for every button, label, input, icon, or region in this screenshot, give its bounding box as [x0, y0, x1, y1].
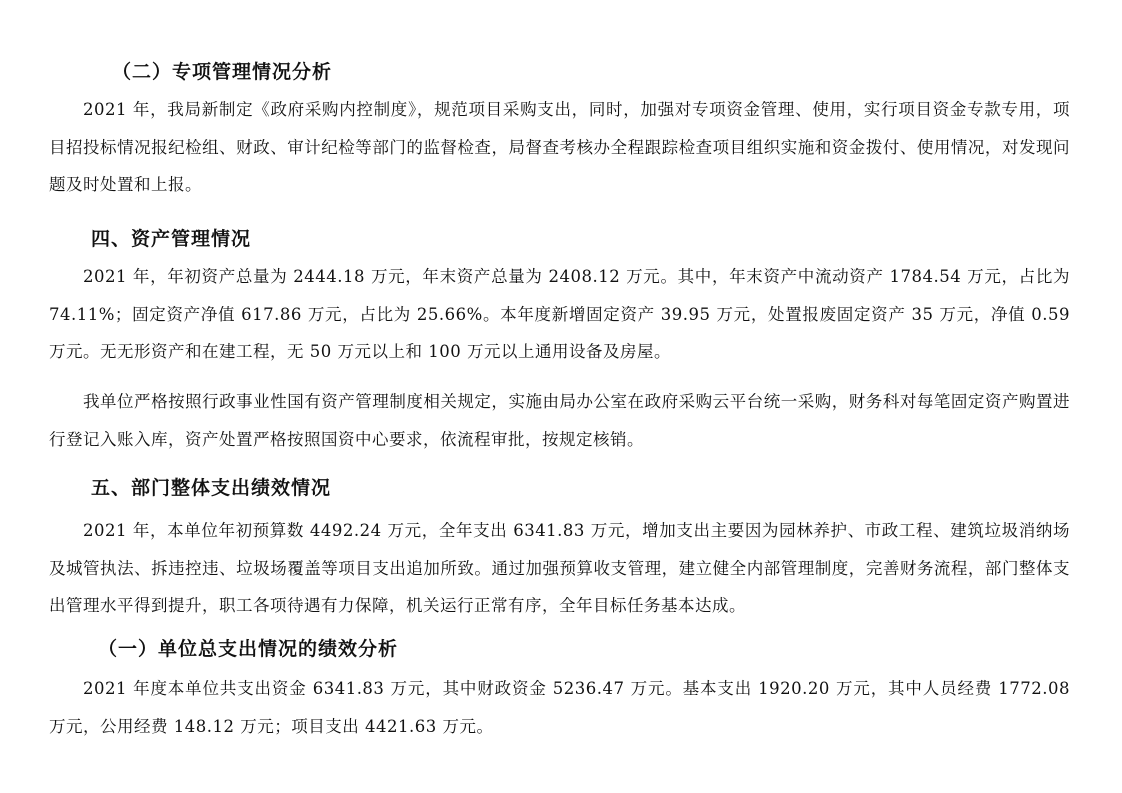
paragraph-overall-performance: 2021 年，本单位年初预算数 4492.24 万元，全年支出 6341.83 万元，增加支出主要因为园林养护、市政工程、建筑垃圾消纳场及城管执法、拆违控违、垃圾场覆盖等项目支出追加所致。通过加强预算收支管理，建立健全内部管理制度，完善财务流程，部门整体支出管理水平得到提升，职工各项待遇有力保障，机关运行正常有序，全年目标任务基本达成。 [49, 521, 1070, 615]
section-heading-asset-management: 四、资产管理情况 [91, 228, 252, 250]
section-heading-overall-performance: 五、部门整体支出绩效情况 [91, 477, 332, 499]
paragraph-total-expense: 2021 年度本单位共支出资金 6341.83 万元，其中财政资金 5236.47 万元。基本支出 1920.20 万元，其中人员经费 1772.08 万元，公用经费 148.12 万元；项目支出 4421.63 万元。 [49, 679, 1070, 736]
section-heading-total-expense-analysis: （一）单位总支出情况的绩效分析 [98, 638, 399, 660]
paragraph-special-management: 2021 年，我局新制定《政府采购内控制度》，规范项目采购支出，同时，加强对专项资金管理、使用，实行项目资金专款专用，项目招投标情况报纪检组、财政、审计纪检等部门的监督检查，局督查考核办全程跟踪检查项目组织实施和资金拨付、使用情况，对发现问题及时处置和上报。 [49, 100, 1070, 194]
paragraph-asset-totals: 2021 年，年初资产总量为 2444.18 万元，年末资产总量为 2408.12 万元。其中，年末资产中流动资产 1784.54 万元，占比为 74.11%；固定资产净值 617.86 万元，占比为 25.66%。本年度新增固定资产 39.95 万元，处置报废固定资产 35 万元，净值 0.59 万元。无无形资产和在建工程，无 50 万元以上和 100 万元以上通用设备及房屋。 [49, 267, 1070, 361]
section-heading-special-management: （二）专项管理情况分析 [112, 61, 333, 83]
paragraph-asset-procedures: 我单位严格按照行政事业性国有资产管理制度相关规定，实施由局办公室在政府采购云平台统一采购，财务科对每笔固定资产购置进行登记入账入库，资产处置严格按照国资中心要求，依流程审批，按规定核销。 [49, 392, 1070, 449]
